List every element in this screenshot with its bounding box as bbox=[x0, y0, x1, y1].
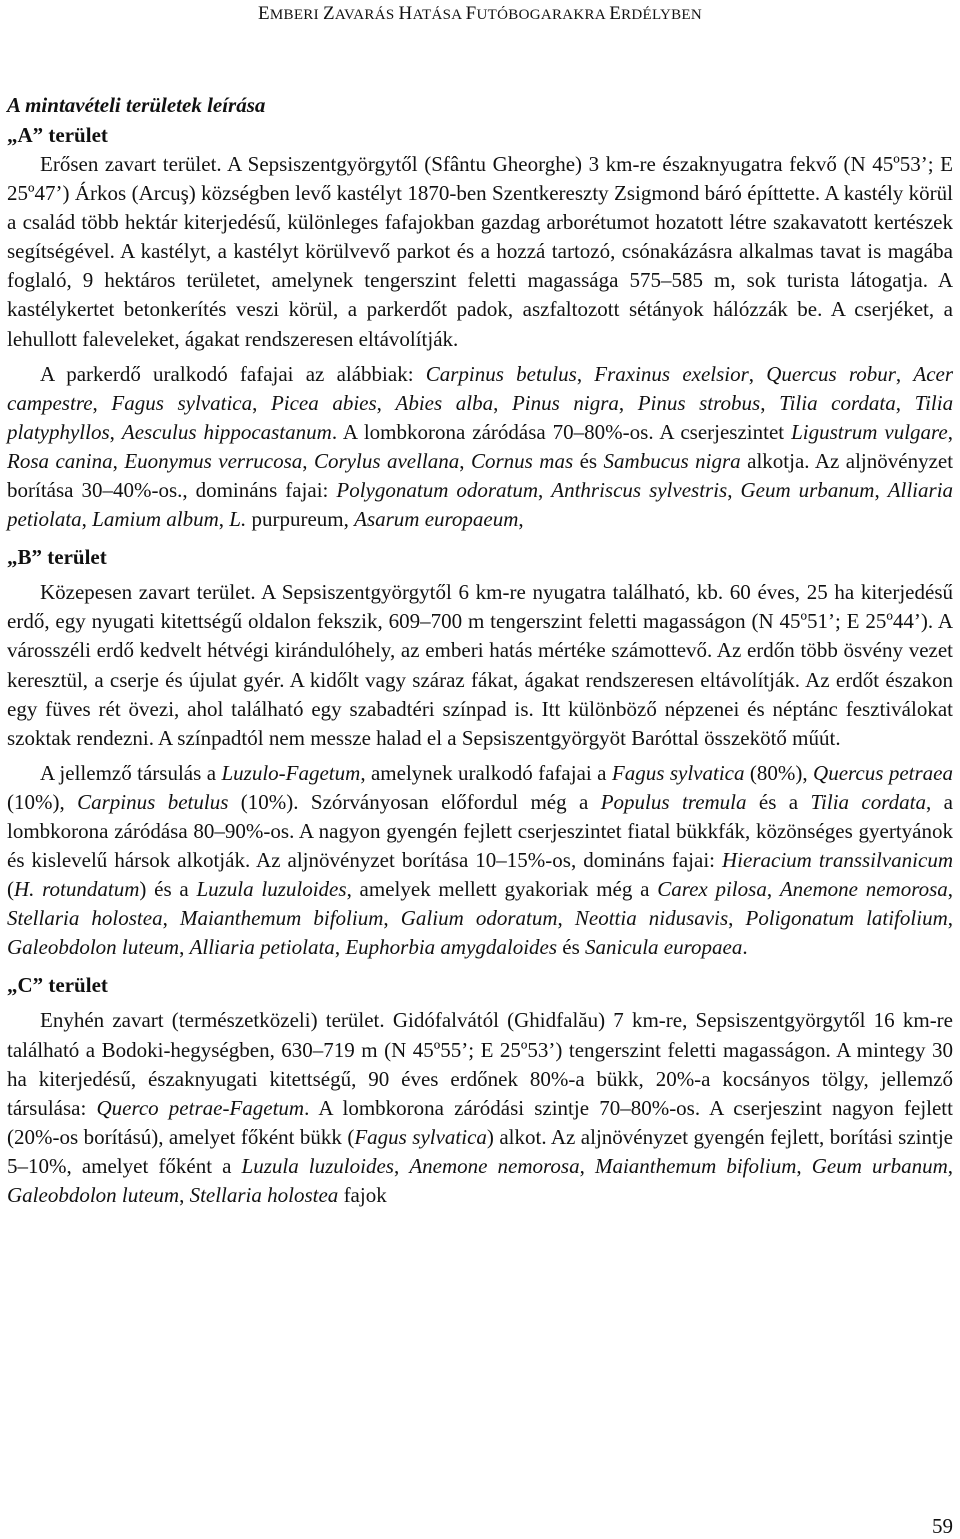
area-b-paragraph-1: Közepesen zavart terület. A Sepsiszentgyörgytől 6 km-re nyugatra található, kb. 60 éves, 25 ha kiterjedésű erdő, egy nyugati kitettségű oldalon fekszik, 609–700 m tengerszint feletti magasságon (N 45º51’; E 25º44’). A városszéli erdő kedvelt hétvégi kirándulóhely, az emberi hatás mértéke számottevő. Az erdőn több ösvény vezet keresztül, a cserje és újulat gyér. A kidőlt vagy száraz fákat, ágakat rendszeresen eltávolítják. Az erdőt északon egy füves rét övezi, ahol található egy szabadtéri színpad is. Itt különböző népzenei és néptánc fesztiválokat szoktak rendezni. A színpadtól nem messze halad el a Sepsiszentgyörgyöt Baróttal összekötő műút. bbox=[7, 580, 953, 750]
species-name: Picea abies bbox=[270, 390, 377, 415]
species-name: Galeobdolon luteum bbox=[7, 935, 180, 960]
area-c-title: „C” terület bbox=[7, 973, 108, 998]
species-name: Acer campestre bbox=[7, 361, 954, 415]
species-name: Luzulo-Fagetum bbox=[221, 760, 361, 785]
species-name: Pinus nigra bbox=[511, 390, 619, 415]
species-name: Anemone nemorosa bbox=[409, 1153, 580, 1178]
species-name: Neottia nidusavis bbox=[574, 906, 729, 931]
species-name: Fagus sylvatica bbox=[111, 390, 253, 415]
main-content bbox=[7, 90, 953, 1210]
species-name: Abies alba bbox=[395, 390, 494, 415]
page-number: 59 bbox=[932, 1514, 953, 1538]
species-name: Sanicula europaea bbox=[585, 935, 743, 960]
species-name: Stellaria holostea bbox=[7, 906, 163, 931]
species-name: Maianthemum bifolium bbox=[594, 1153, 797, 1178]
species-name: Stellaria holostea bbox=[189, 1183, 339, 1207]
species-name: Asarum europaeum bbox=[354, 507, 519, 532]
species-name: Anthriscus sylvestris bbox=[551, 478, 728, 503]
species-name: Fagus sylvatica bbox=[354, 1124, 487, 1149]
species-name: Tilia cordata bbox=[779, 390, 896, 415]
area-b-paragraph-2: A jellemző társulás a Luzulo-Fagetum, amelynek uralkodó fafajai a Fagus sylvatica (80%), Quercus petraea (10%), Carpinus betulus (10%). Szórványosan előfordul még a Populus tremula és a Tilia cordata, a lombkorona záródása 80–90%-os. A nagyon gyengén fejlett cserjeszintet fiatal bükkfák, közönséges gyertyánok és kislevelű hársok alkotják. Az aljnövényzet borítása 10–15%-os, domináns fajai: Hieracium transsilvanicum (H. rotundatum) és a Luzula luzuloides, amelyek mellett gyakoriak még a Carex pilosa, Anemone nemorosa, Stellaria holostea, Maianthemum bifolium, Galium odoratum, Neottia nidusavis, Poligonatum latifolium, Galeobdolon luteum, Alliaria petiolata, Euphorbia amygdaloides és Sanicula europaea. bbox=[7, 760, 954, 960]
species-name: Galeobdolon luteum bbox=[7, 1183, 180, 1207]
species-name: Querco petrae-Fagetum bbox=[96, 1095, 305, 1120]
species-name: Hieracium transsilvanicum bbox=[722, 848, 953, 873]
species-name: Rosa canina bbox=[7, 448, 113, 473]
species-name: Geum urbanum bbox=[811, 1153, 948, 1178]
species-name: Tilia platyphyllos bbox=[7, 390, 954, 444]
area-c-paragraph-1: Enyhén zavart (természetközeli) terület. Gidófalvától (Ghidfalău) 7 km-re, Sepsiszentgyörgytől 16 km-re található a Bodoki-hegységben, 630–719 m (N 45º55’; E 25º53’) tengerszint feletti magasságon. A mintegy 30 ha kiterjedésű, északnyugati kitettségű, 90 éves erdőnek 80%-a bükk, 20%-a kocsányos tölgy, jellemző társulása: Querco petrae-Fagetum. A lombkorona záródási szintje 70–80%-os. A cserjeszint nagyon fejlett (20%-os borítású), amelyet főként bükk (Fagus sylvatica) alkot. Az aljnövényzet gyengén fejlett, borítási szintje 5–10%, amelyet főként a Luzula luzuloides, Anemone nemorosa, Maianthemum bifolium, Geum urbanum, Galeobdolon luteum, Stellaria holostea fajok bbox=[7, 1008, 954, 1207]
species-name: L. bbox=[229, 507, 247, 532]
species-name: Alliaria petiolata bbox=[7, 478, 954, 532]
area-a-paragraph-2: A parkerdő uralkodó fafajai az alábbiak: Carpinus betulus, Fraxinus exelsior, Quercus robur, Acer campestre, Fagus sylvatica, Picea abies, Abies alba, Pinus nigra, Pinus strobus, Tilia cordata, Tilia platyphyllos, Aesculus hippocastanum. A lombkorona záródása 70–80%-os. A cserjeszintet Ligustrum vulgare, Rosa canina, Euonymus verrucosa, Corylus avellana, Cornus mas és Sambucus nigra alkotja. Az aljnövényzet borítása 30–40%-os., domináns fajai: Polygonatum odoratum, Anthriscus sylvestris, Geum urbanum, Alliaria petiolata, Lamium album, L. purpureum, Asarum europaeum, bbox=[7, 361, 954, 532]
species-name: Pinus strobus bbox=[637, 390, 761, 415]
species-name: Anemone nemorosa bbox=[779, 877, 948, 902]
running-header-title: EMBERI ZAVARÁS HATÁSA FUTÓBOGARAKRA ERDÉLYBEN bbox=[257, 3, 703, 24]
species-name: Fraxinus exelsior bbox=[594, 361, 749, 386]
species-name: Cornus mas bbox=[470, 448, 574, 473]
species-name: Geum urbanum bbox=[740, 478, 875, 503]
species-name: Alliaria petiolata bbox=[189, 935, 335, 960]
running-header bbox=[0, 3, 960, 25]
species-name: Galium odoratum bbox=[400, 906, 558, 931]
species-name: Maianthemum bifolium bbox=[179, 906, 384, 931]
species-name: Populus tremula bbox=[600, 789, 747, 814]
species-name: Carpinus betulus bbox=[425, 361, 577, 386]
species-name: Euphorbia amygdaloides bbox=[345, 935, 558, 960]
section-title: A mintavételi területek leírása bbox=[7, 93, 266, 117]
area-a-paragraph-1: Erősen zavart terület. A Sepsiszentgyörgytől (Sfântu Gheorghe) 3 km-re északnyugatra fekvő (N 45º53’; E 25º47’) Árkos (Arcuş) községben levő kastélyt 1870-ben Szentkereszty Zsigmond báró építtette. A kastély körül a család több hektár kiterjedésű, különleges fafajokban gazdag arborétumot hozatott létre szakavatott kertészek segítségével. A kastélyt, a kastélyt körülvevő parkot és a hozzá tartozó, csónakázásra alkalmas tavat is magába foglaló, 9 hektáros területet, amelynek tengerszint feletti magassága 575–585 m, sok turista látogatja. A kastélykertet betonkerítés veszi körül, a parkerdőt padok, aszfaltozott sétányok hálózzák be. A cserjéket, a lehullott faleveleket, ágakat rendszeresen eltávolítják. bbox=[7, 152, 953, 351]
species-name: Sambucus nigra bbox=[603, 448, 741, 473]
species-name: Quercus petraea bbox=[813, 760, 953, 785]
species-name: Tilia cordata bbox=[810, 789, 926, 814]
species-name: Luzula luzuloides bbox=[241, 1153, 394, 1178]
species-name: Luzula luzuloides bbox=[196, 877, 347, 902]
species-name: H. rotundatum bbox=[14, 877, 140, 902]
species-name: Polygonatum odoratum bbox=[336, 478, 539, 503]
species-name: Aesculus hippocastanum bbox=[121, 419, 332, 444]
species-name: Euonymus verrucosa bbox=[124, 448, 303, 473]
species-name: Poligonatum latifolium bbox=[745, 906, 948, 931]
species-name: Quercus robur bbox=[766, 361, 896, 386]
species-name: Ligustrum vulgare bbox=[791, 419, 948, 444]
species-name: Lamium album bbox=[92, 507, 219, 532]
species-name: Corylus avellana bbox=[313, 448, 460, 473]
species-name: Carex pilosa bbox=[657, 877, 767, 902]
species-name: Carpinus betulus bbox=[77, 789, 229, 814]
species-name: Fagus sylvatica bbox=[611, 760, 745, 785]
area-a-title: „A” terület bbox=[7, 123, 108, 147]
area-b-title: „B” terület bbox=[7, 545, 107, 570]
